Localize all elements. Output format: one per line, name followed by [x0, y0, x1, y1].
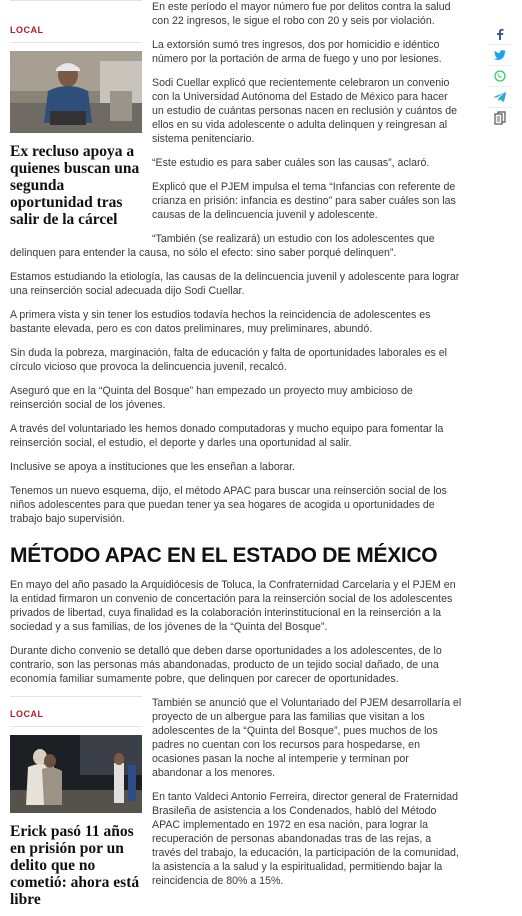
section-label[interactable]: LOCAL [10, 0, 142, 43]
related-article-photo[interactable] [10, 51, 142, 133]
facebook-share-button[interactable] [488, 24, 512, 45]
photo-man-sitting [10, 51, 142, 133]
related-article-headline[interactable]: Ex recluso apoya a quienes buscan una segunda oportunidad tras salir de la cárcel [10, 143, 140, 228]
section-label[interactable]: LOCAL [10, 696, 142, 727]
paragraph: Explicó que el PJEM impulsa el tema “Infancias con referente de crianza en prisión: infancia es destino” para saber cuáles son las causas de la delincuencia juvenil y adolescente. [152, 181, 456, 221]
twitter-share-button[interactable] [488, 45, 512, 66]
paragraph: En tanto Valdeci Antonio Ferreira, director general de Fraternidad Brasileña de asistencia a los Condenados, habló del Método APAC implementado en 1972 en esa nación, para lograr la recuperación de personas abandonadas tras de las rejas, a través del trabajo, la educación, la participación de la comunidad, la asistencia a la salud y la espiritualidad, permitiendo bajar la reincidencia de 80% a 15%. [152, 791, 459, 887]
paragraph: “Este estudio es para saber cuáles son las causas”, aclaró. [152, 157, 430, 169]
paragraph: A primera vista y sin tener los estudios todavía hechos la reincidencia de adolescentes es bastante elevada, pero es con datos preliminares, muy preliminares, abundó. [10, 309, 431, 335]
share-bar [488, 24, 512, 128]
whatsapp-share-button[interactable] [488, 66, 512, 87]
paragraph: A través del voluntariado les hemos donado computadoras y mucho equipo para fomentar la reinserción social, el estudio, el deporte y darles una oportunidad al salir. [10, 423, 444, 449]
article-body [10, 0, 462, 914]
copy-link-icon [494, 111, 506, 125]
related-article-headline[interactable]: Erick pasó 11 años en prisión por un delito que no cometió: ahora está libre [10, 823, 140, 908]
twitter-icon [494, 50, 506, 60]
paragraph: Inclusive se apoya a instituciones que les enseñan a laborar. [10, 461, 296, 473]
related-article-card[interactable] [10, 696, 142, 908]
paragraph: La extorsión sumó tres ingresos, dos por homicidio e idéntico número por la portación de arma de fuego y uno por lesiones. [152, 39, 442, 65]
telegram-icon [494, 92, 506, 102]
section-heading: MÉTODO APAC EN EL ESTADO DE MÉXICO [10, 544, 438, 567]
paragraph: Estamos estudiando la etiología, las causas de la delincuencia juvenil y adolescente para lograr una reinserción social adecuada dijo Sodi Cuellar. [10, 271, 460, 297]
paragraph: En mayo del año pasado la Arquidiócesis de Toluca, la Confraternidad Carcelaria y el PJEM en la entidad firmaron un convenio de concertación para la reinserción social de los adolescentes privados de libertad, cuya finalidad es la colaboración interinstitucional en la reinserción a la sociedad y a sus familias, de los jóvenes de la “Quinta del Bosque”. [10, 579, 456, 633]
copy-link-button[interactable] [488, 108, 512, 128]
telegram-share-button[interactable] [488, 87, 512, 108]
related-article-photo[interactable] [10, 735, 142, 813]
paragraph: “También (se realizará) un estudio con los adolescentes que delinquen para entender la causa, no sólo el efecto: sino saber porqué delinquen”. [10, 233, 435, 259]
related-article-card[interactable] [10, 0, 142, 228]
paragraph: Sodi Cuellar explicó que recientemente celebraron un convenio con la Universidad Autónoma del Estado de México para hacer un estudio de cuántas personas nacen en reclusión y cuántos de ellos en su vida adolescente o adulta delinquen y reingresan al sistema penitenciario. [152, 77, 458, 145]
paragraph: En este período el mayor número fue por delitos contra la salud con 22 ingresos, le sigue el robo con 20 y seis por violación. [152, 1, 451, 27]
paragraph: Aseguró que en la “Quinta del Bosque” han empezado un proyecto muy ambicioso de reinserción social de los jóvenes. [10, 385, 413, 411]
whatsapp-icon [494, 70, 506, 82]
paragraph: Sin duda la pobreza, marginación, falta de educación y falta de oportunidades laborales es el círculo vicioso que provoca la delincuencia juvenil, recalcó. [10, 347, 447, 373]
paragraph: Durante dicho convenio se detalló que deben darse oportunidades a los adolescentes, de lo contrario, son las personas más abandonadas, producto de un tejido social dañado, de una economía familiar sumamente pobre, que delinquen por carecer de oportunidades. [10, 645, 442, 685]
paragraph: Tenemos un nuevo esquema, dijo, el método APAC para buscar una reinserción social de los niños adolescentes para que puedan tener ya sea hogares de acogida u oportunidades de trabajo bajo supervisión. [10, 485, 447, 525]
paragraph: También se anunció que el Voluntariado del PJEM desarrollaría el proyecto de un albergue para las familias que visitan a los adolescentes de la “Quinta del Bosque”, pues muchos de los padres no cuentan con los recursos para hospedarse, en ocasiones pasan la noche al intemperie y terminan por abandonar a los menores. [152, 697, 462, 779]
facebook-icon [495, 28, 505, 40]
photo-family-hug [10, 735, 142, 813]
